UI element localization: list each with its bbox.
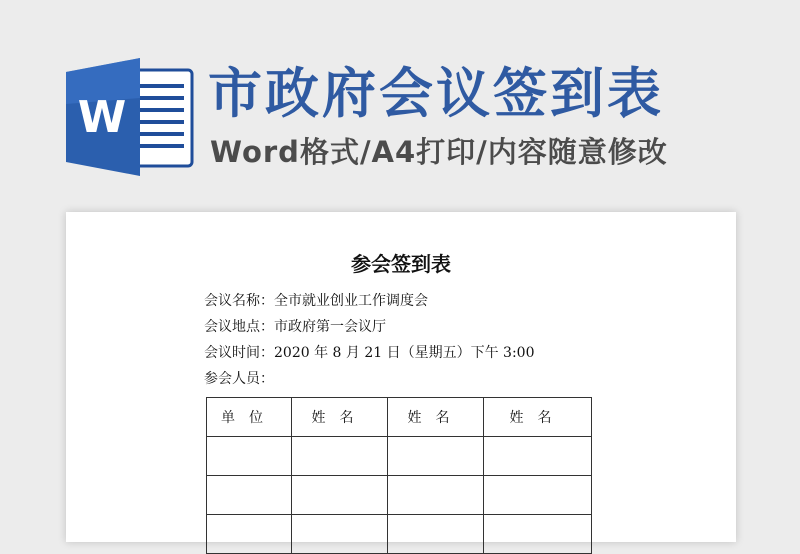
table-cell[interactable] xyxy=(207,515,292,554)
column-header-name: 姓名 xyxy=(388,398,484,437)
table-cell[interactable] xyxy=(484,476,592,515)
info-label: 会议地点： xyxy=(204,319,274,335)
info-value: 全市就业创业工作调度会 xyxy=(274,293,428,309)
table-cell[interactable] xyxy=(207,476,292,515)
info-row-time xyxy=(204,340,535,366)
sign-in-table xyxy=(206,397,592,554)
table-header-row xyxy=(207,398,592,437)
column-header-name: 姓名 xyxy=(484,398,592,437)
table-row xyxy=(207,437,592,476)
info-label: 会议时间： xyxy=(204,345,274,361)
table-cell[interactable] xyxy=(292,476,388,515)
table-row xyxy=(207,476,592,515)
info-label: 参会人员： xyxy=(204,371,274,387)
page-title: 市政府会议签到表 xyxy=(208,62,664,125)
word-logo-icon xyxy=(64,58,194,176)
info-value: 2020 年 8 月 21 日（星期五）下午 3:00 xyxy=(274,345,535,361)
info-value: 市政府第一会议厅 xyxy=(274,319,386,335)
table-cell[interactable] xyxy=(388,437,484,476)
table-cell[interactable] xyxy=(388,476,484,515)
table-cell[interactable] xyxy=(388,515,484,554)
table-row xyxy=(207,515,592,554)
document-title: 参会签到表 xyxy=(351,252,451,276)
document-page xyxy=(66,212,736,542)
column-header-unit: 单位 xyxy=(207,398,292,437)
info-row-location xyxy=(204,314,535,340)
column-header-name: 姓名 xyxy=(292,398,388,437)
table-cell[interactable] xyxy=(207,437,292,476)
table-cell[interactable] xyxy=(484,515,592,554)
info-row-attendees xyxy=(204,366,535,392)
meeting-info xyxy=(204,288,535,392)
info-row-meeting-name xyxy=(204,288,535,314)
table-cell[interactable] xyxy=(292,515,388,554)
info-label: 会议名称： xyxy=(204,293,274,309)
table-cell[interactable] xyxy=(292,437,388,476)
word-logo-letter: W xyxy=(77,92,127,143)
page-subtitle: Word格式/A4打印/内容随意修改 xyxy=(210,135,668,169)
table-cell[interactable] xyxy=(484,437,592,476)
